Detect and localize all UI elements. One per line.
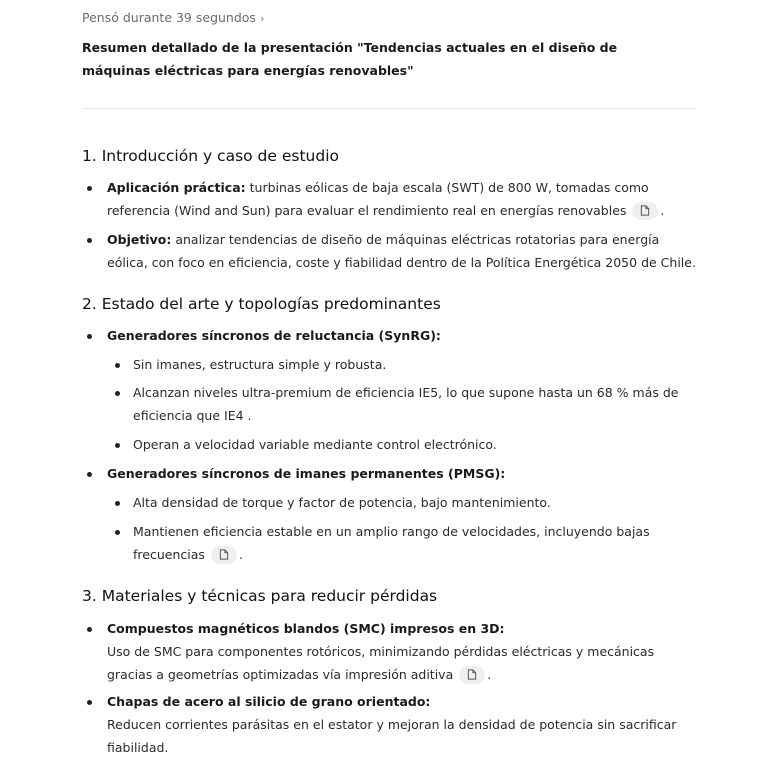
item-text: turbinas eólicas de baja escala (SWT) de 800 W, tomadas como referencia (Wind and Sun) para evaluar el rendimiento real en energías renovables [107, 180, 649, 218]
item-label: Objetivo: [107, 232, 172, 247]
citation-document-icon[interactable] [211, 546, 237, 564]
chevron-right-icon: › [259, 12, 265, 25]
item-label: Generadores síncronos de imanes permanentes (PMSG): [107, 466, 506, 481]
list-item [107, 462, 697, 485]
list-item: Alta densidad de torque y factor de potencia, bajo mantenimiento. [133, 491, 693, 514]
list-item: Aplicación práctica: turbinas eólicas de baja escala (SWT) de 800 W, tomadas como referencia (Wind and Sun) para evaluar el rendimiento real en energías renovables . [107, 176, 697, 222]
divider [82, 108, 696, 109]
list-item: Mantienen eficiencia estable en un amplio rango de velocidades, incluyendo bajas frecuencias . [133, 520, 693, 566]
item-label: Generadores síncronos de reluctancia (SynRG): [107, 328, 441, 343]
thought-duration-label: Pensó durante 39 segundos [82, 10, 256, 25]
item-label: Chapas de acero al silicio de grano orientado: [107, 694, 431, 709]
item-text: analizar tendencias de diseño de máquinas eléctricas rotatorias para energía eólica, con foco en eficiencia, coste y fiabilidad dentro de la Política Energética 2050 de Chile. [107, 232, 696, 270]
list-item: Alcanzan niveles ultra-premium de eficiencia IE5, lo que supone hasta un 68 % más de eficiencia que IE4 . [133, 381, 693, 427]
thought-duration-toggle[interactable] [82, 10, 264, 25]
list-item [107, 228, 697, 274]
list-item: Operan a velocidad variable mediante control electrónico. [133, 433, 693, 456]
section-heading-materials: 3. Materiales y técnicas para reducir pérdidas [82, 587, 438, 605]
section-heading-state-of-art: 2. Estado del arte y topologías predominantes [82, 295, 441, 313]
citation-document-icon[interactable] [459, 666, 485, 684]
list-item [107, 324, 697, 347]
citation-document-icon[interactable] [632, 202, 658, 220]
list-item: Sin imanes, estructura simple y robusta. [133, 353, 693, 376]
item-label: Aplicación práctica: [107, 180, 246, 195]
item-text: Uso de SMC para componentes rotóricos, minimizando pérdidas eléctricas y mecánicas gracias a geometrías optimizadas vía impresión aditiva [107, 644, 655, 682]
item-text: Reducen corrientes parásitas en el estator y mejoran la densidad de potencia sin sacrificar fiabilidad. [107, 717, 677, 755]
summary-title: Resumen detallado de la presentación "Tendencias actuales en el diseño de máquinas eléctricas para energías renovables" [82, 40, 618, 78]
item-label: Compuestos magnéticos blandos (SMC) impresos en 3D: [107, 621, 505, 636]
list-item [107, 690, 697, 759]
section-heading-intro: 1. Introducción y caso de estudio [82, 147, 339, 165]
item-text: Mantienen eficiencia estable en un amplio rango de velocidades, incluyendo bajas frecuencias [133, 524, 650, 562]
list-item: Compuestos magnéticos blandos (SMC) impresos en 3D: Uso de SMC para componentes rotóricos, minimizando pérdidas eléctricas y mecánicas gracias a geometrías optimizadas vía impresión aditiva . [107, 617, 697, 686]
